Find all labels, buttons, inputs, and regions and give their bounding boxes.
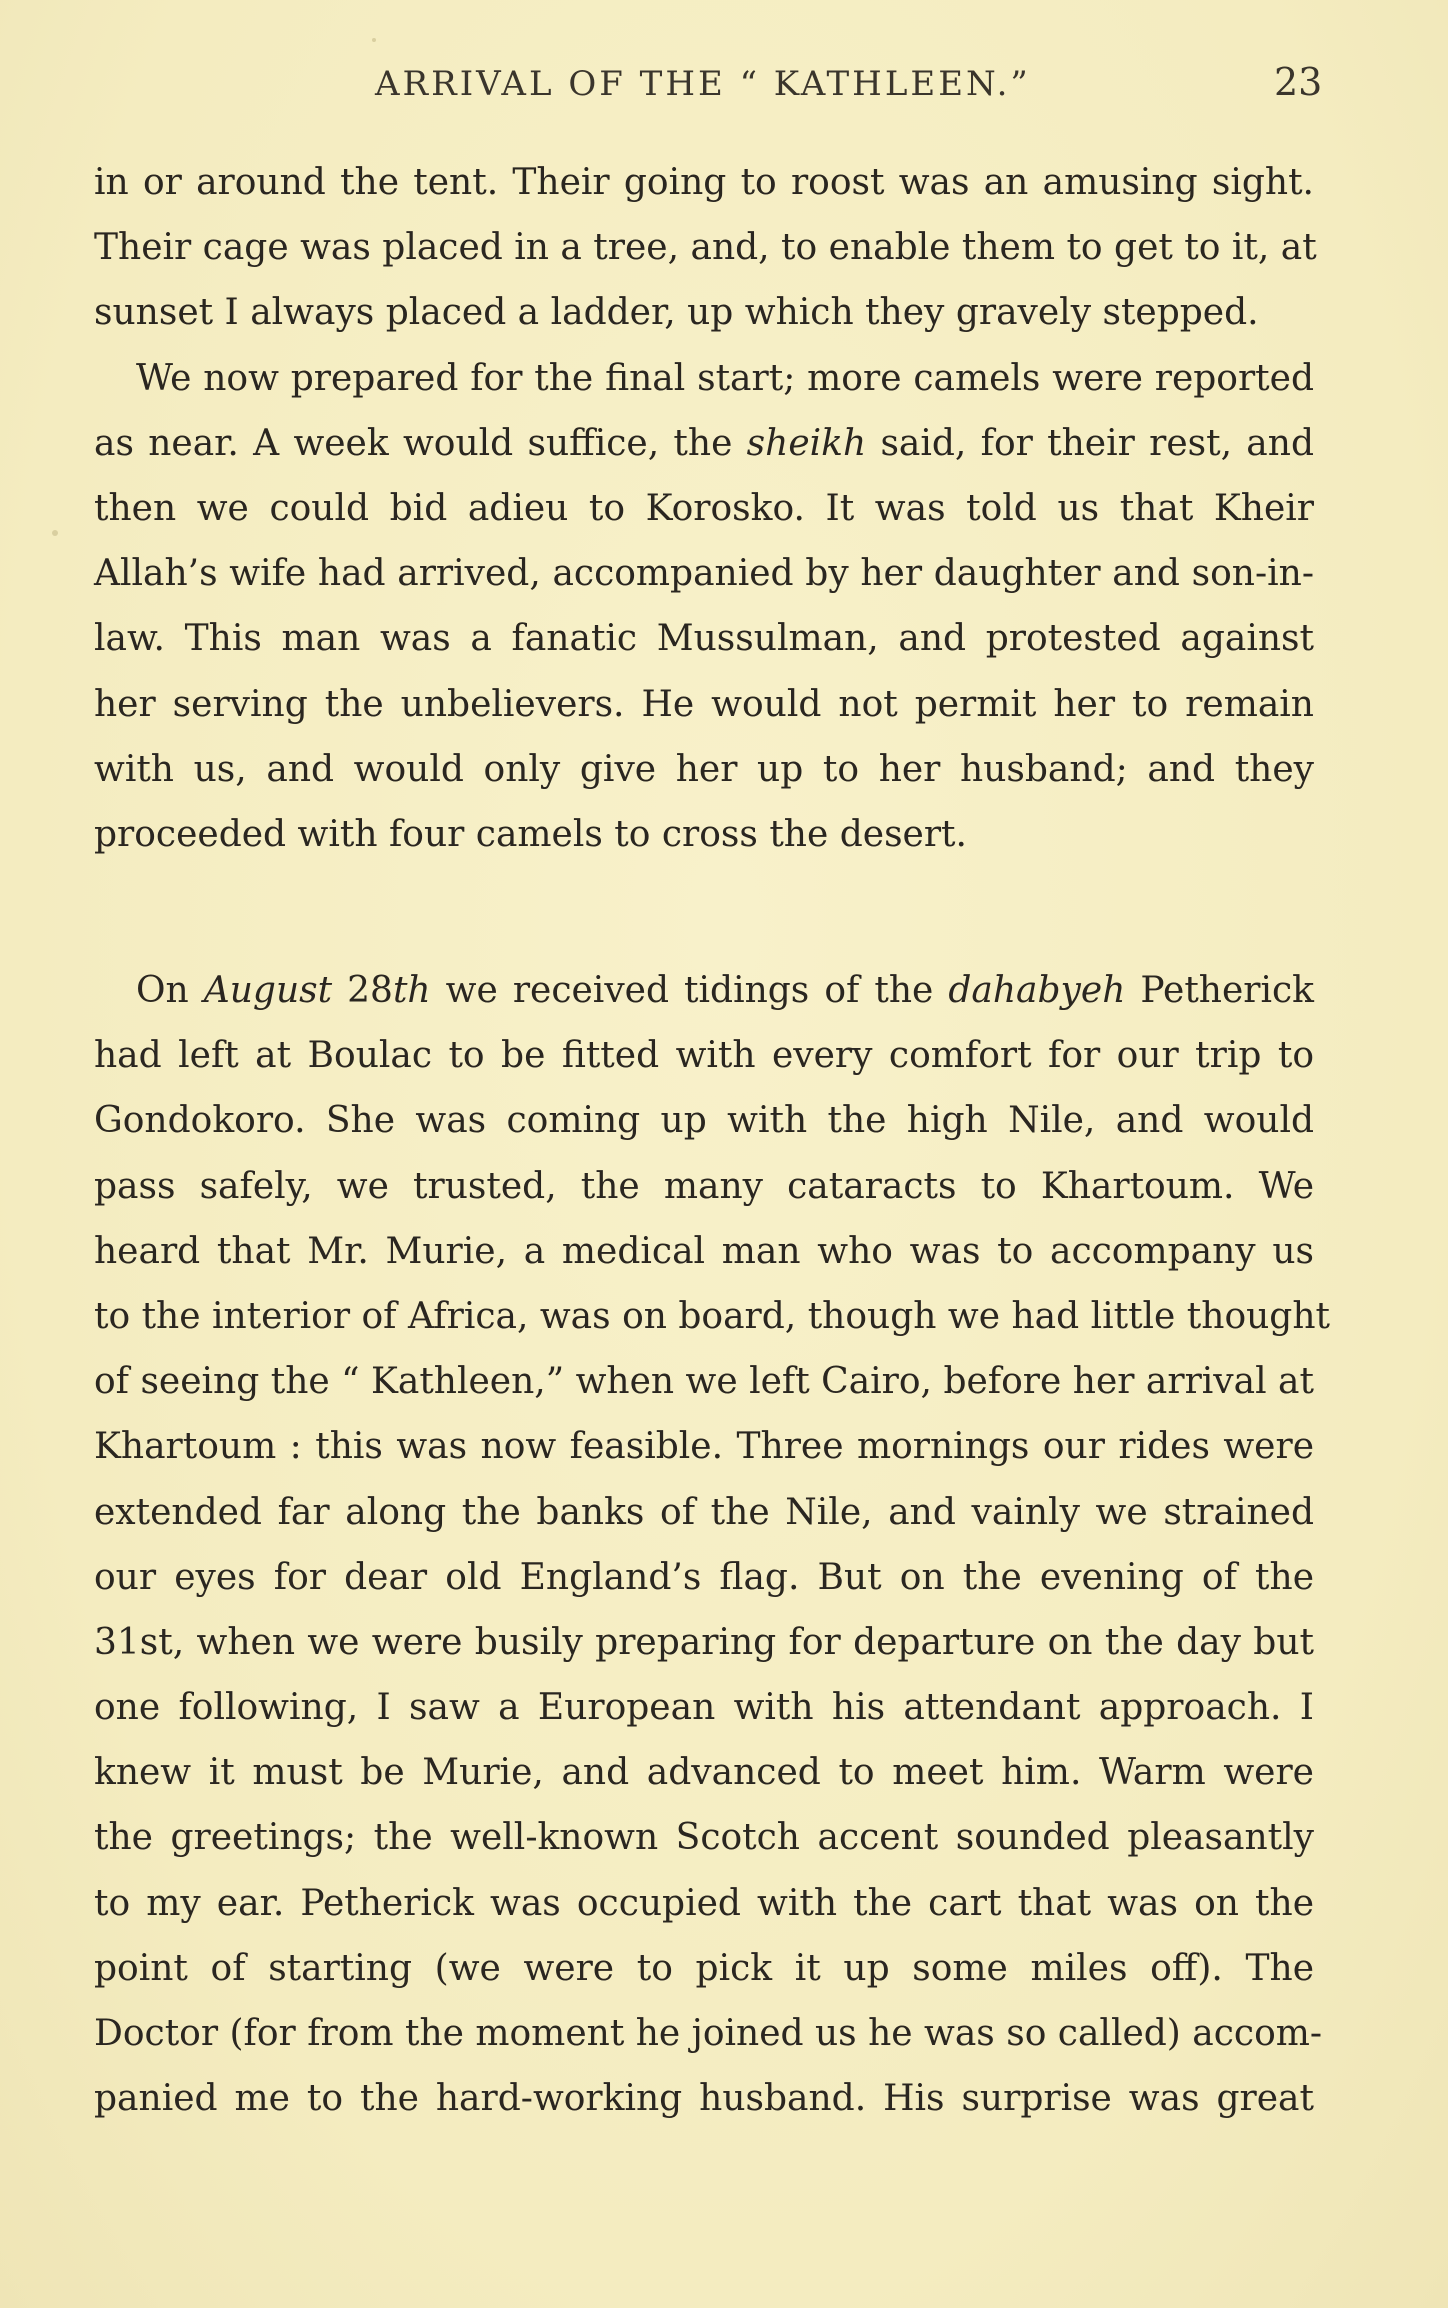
text-line: We now prepared for the final start; more camels were reported	[136, 357, 1314, 399]
text-line: our eyes for dear old England’s flag. But on the evening of the	[94, 1556, 1314, 1598]
text-line: to my ear. Petherick was occupied with the cart that was on the	[94, 1882, 1314, 1924]
text-line: Allah’s wife had arrived, accompanied by her daughter and son-in-	[94, 553, 1314, 595]
text-line: one following, I saw a European with his attendant approach. I	[94, 1687, 1314, 1729]
running-head	[0, 56, 1448, 116]
text-line: extended far along the banks of the Nile, and vainly we strained	[94, 1491, 1314, 1533]
text-line: as near. A week would suffice, the sheikh said, for their rest, and	[94, 422, 1314, 464]
paragraph-1	[94, 150, 1317, 867]
paragraph-2	[94, 958, 1331, 2131]
text-line: in or around the tent. Their going to roost was an amusing sight.	[94, 162, 1314, 203]
text-line: her serving the unbelievers. He would not permit her to remain	[94, 683, 1314, 725]
paper-speck	[52, 530, 58, 536]
text-line: proceeded with four camels to cross the desert.	[94, 813, 967, 855]
text-line: Their cage was placed in a tree, and, to enable them to get to it, at	[94, 227, 1317, 269]
text-line: with us, and would only give her up to her husband; and they	[94, 748, 1314, 790]
running-title: ARRIVAL OF THE “ KATHLEEN.”	[375, 64, 1031, 104]
text-line: heard that Mr. Murie, a medical man who was to accompany us	[94, 1230, 1314, 1272]
text-line: point of starting (we were to pick it up some miles off). The	[94, 1947, 1314, 1989]
text-line: law. This man was a fanatic Mussulman, and protested against	[94, 618, 1314, 660]
text-line: On August 28th we received tidings of the dahabyeh Petherick	[136, 970, 1314, 1011]
text-line: Khartoum : this was now feasible. Three mornings our rides were	[94, 1426, 1314, 1468]
text-line: pass safely, we trusted, the many cataracts to Khartoum. We	[94, 1165, 1314, 1207]
page-number: 23	[1274, 60, 1323, 104]
text-line: the greetings; the well-known Scotch accent sounded pleasantly	[94, 1817, 1314, 1859]
text-line: Gondokoro. She was coming up with the high Nile, and would	[94, 1100, 1314, 1142]
text-line: then we could bid adieu to Korosko. It was told us that Kheir	[94, 487, 1314, 529]
text-line: sunset I always placed a ladder, up which they gravely stepped.	[94, 292, 1259, 334]
text-line: panied me to the hard-working husband. His surprise was great	[94, 2078, 1314, 2120]
paper-speck	[372, 38, 376, 42]
text-line: knew it must be Murie, and advanced to meet him. Warm were	[94, 1752, 1314, 1794]
text-line: had left at Boulac to be fitted with every comfort for our trip to	[94, 1035, 1314, 1077]
text-line: 31st, when we were busily preparing for departure on the day but	[94, 1621, 1314, 1663]
text-line: of seeing the “ Kathleen,” when we left Cairo, before her arrival at	[94, 1361, 1314, 1403]
text-line: Doctor (for from the moment he joined us he was so called) accom-	[94, 2013, 1323, 2054]
text-line: to the interior of Africa, was on board, though we had little thought	[94, 1295, 1331, 1337]
